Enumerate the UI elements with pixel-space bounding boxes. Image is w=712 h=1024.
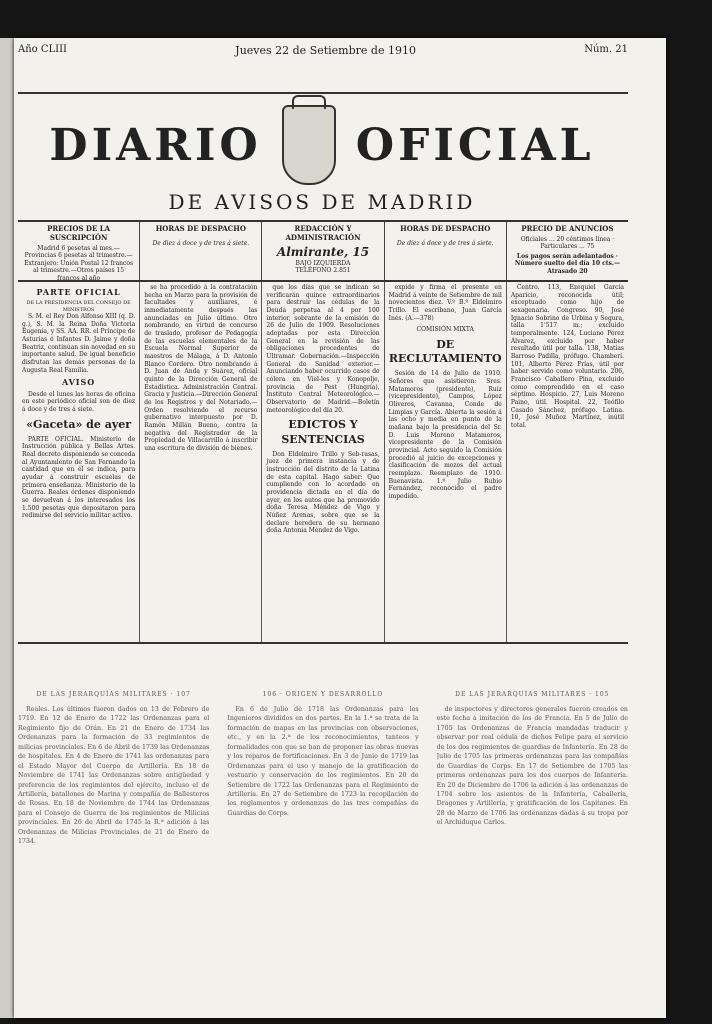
coat-of-arms-icon xyxy=(282,105,336,185)
page-header: DE LAS JERARQUÍAS MILITARES · 105 xyxy=(455,691,610,698)
box-title: PRECIO DE ANUNCIOS xyxy=(521,224,614,233)
column-text: Desde el lunes las horas de oficina en este periódico oficial son de diez á doce y de tres á siete. xyxy=(22,390,136,413)
column-3 xyxy=(262,282,384,642)
book-column-2 xyxy=(227,690,418,1010)
column-text: expide y firma el presente en Madrid á veinte de Setiembre de mil novecientos diez. V.º B.º Eldelmiro Trillo. El escribano, Juan García Inés. (A.—378) xyxy=(388,284,502,322)
column-subheading: DE LA PRESIDENCIA DEL CONSEJO DE MINISTROS xyxy=(26,300,131,313)
box-body: BAJO IZQUIERDA xyxy=(295,259,351,267)
column-text: Don Eldelmiro Trillo y Seb-rasas, juez de primera instancia y de instrucción del distrito de la Latina de esta capital. Hago saber: Que cumpliendo con lo acordado en providencia dictada en el día de ayer, en los autos que ha promovido doña Teresa Méndez de Vigo y Núñez Arenas, sobre que se la declare heredera de su hermano doña Antonia Méndez de Vigo. xyxy=(266,450,380,535)
book-pages xyxy=(18,690,628,1010)
column-4 xyxy=(385,282,507,642)
box-title: PRECIOS DE LA SUSCRIPCIÓN xyxy=(47,224,111,242)
box-note: TELÉFONO 2.851 xyxy=(295,267,351,274)
address-box xyxy=(262,222,384,280)
masthead-subtitle: DE AVISOS DE MADRID xyxy=(168,190,476,214)
book-text: de inspectores y directores generales fueron creados en este fecha á imitación de los de Francia. En 5 de Julio de 1705 las Ordenanzas de Francia mandadas traducir y observar por real cédula de dichos Felipe para el servicio de los dos regimientos de guardias de Infantería. En 28 de Julio de 1705 las primeras ordenanzas para las compañías de Guardias de Corps. En 17 de Setiembre de 1705 las primeras ordenanzas para los dos cuerpos de Infantería. En 20 de Diciembre de 1706 la adición á las ordenanzas de 1704 sobre los asientos de la Infantería, Caballería, Dragones y Artillería, y gratificación de los Capitanes. En 28 de Marzo de 1706 las ordenanzas dadas á su tropa por el Archiduque Carlos. xyxy=(436,706,628,827)
box-title: REDACCIÓN Y ADMINISTRACIÓN xyxy=(285,224,361,242)
column-heading: PARTE OFICIAL xyxy=(36,287,121,297)
column-heading: AVISO xyxy=(61,377,96,388)
book-text: En 6 de Julio de 1718 las Ordenanzas para los Ingenieros divididos en dos partes. En la 1.ª se trata de la formación de mapas en las provincias con observaciones, etc., y en la 2.ª de los reconocimientos, tanteos y formalidades con que se han de proponer las obras nuevas y los reparos de fortificaciones. En 3 de Junio de 1719 las Ordenanzas para el uso y manejo de la gratificación de vestuario y conservación de los regimientos. En 20 de Setiembre de 1722 las Ordenanzas para el Regimiento de Artillería. En 27 de Setiembre de 1723 la recopilación de los reglamentos y ordenanzas de las tres compañías de Guardias de Corps. xyxy=(227,706,419,817)
column-text: Centro. 113, Ezequiel García Aparicio, reconocida útil; exceptuado como hijo de sexagenaria. Congreso. 90, José Ignacio Sobrino de Urbina y Segura, talla 1'517 m.; excluido temporalmente. 124, Luciano Pérez Álvarez, excluido por haber resultado útil por talla. 138, Matías Barroso Padilla, prófugo. Chamberí. 101, Alberto Pérez Frías, útil por haber servido como voluntario. 206, Francisco Caballero Pina, excluido como comprendido en el caso séptimo. Hospicio. 27, Luis Moreno Paino, útil. Hospital. 22, Teófilo Casado Sánchez, prófugo. Latina. 10, José Muñoz Martínez, inútil total. xyxy=(510,284,625,430)
column-1 xyxy=(18,282,140,642)
previous-page-edge xyxy=(0,38,14,1018)
title-left: DIARIO xyxy=(49,119,262,171)
column-5 xyxy=(507,282,628,642)
subscription-box xyxy=(18,222,140,280)
masthead-topline xyxy=(18,44,628,57)
edicts-heading: EDICTOS Y SENTENCIAS xyxy=(281,418,365,446)
column-text: se ha procedido á la contratación hecha en Marzo para la provisión de facultades y auxiliares, é inmediatamente después las anunciadas en Julio último. Otro nombrando, en virtud de concurso de traslado, profesor de Pedagogía de las escuelas elementales de la Escuela Normal Superior de maestros de Málaga, á D. Antonio Blanco Cordero. Otro nombrando á D. Juan de Anda y Suárez, oficial quinto de la Dirección General de Estadística. Administración Central. Gracia y Justicia.—Dirección General de los Registros y del Notariado.—Orden resolviendo el recurso gubernativo interpuesto por D. Ramón Millán Bueno, contra la negativa del Registrador de la Propiedad de Villacarrillo á inscribir una escritura de división de bienes. xyxy=(144,284,258,453)
box-note: Los pagos serán adelantados · Número suelto del día 10 cts.—Atrasado 20 xyxy=(514,252,620,275)
box-body: De diez á doce y de tres á siete. xyxy=(396,239,494,247)
info-boxes xyxy=(18,220,628,282)
box-title: HORAS DE DESPACHO xyxy=(400,224,491,233)
year-label: Año CLIII xyxy=(18,44,68,55)
box-body: Madrid 6 pesetas al mes.—Provincias 6 pesetas al trimestre.—Extranjero: Unión Postal 12 francos al trimestre.—Otros países 15 francos al año xyxy=(24,244,134,280)
ad-prices-box xyxy=(507,222,628,280)
date-label: Jueves 22 de Setiembre de 1910 xyxy=(235,44,416,57)
newspaper-columns xyxy=(18,282,628,642)
book-column-3 xyxy=(437,690,628,1010)
masthead-title xyxy=(20,105,624,185)
top-rule xyxy=(18,92,628,94)
column-text: Sesión de 14 de Julio de 1910. Señores que asistieron: Sres. Matamoros (presidente), Ruiz (vicepresidente), Campos, López Oliveros, Cavanna, Conde de Limpias y García. Abierta la sesión á las ocho y media en punto de la mañana bajo la presidencia del Sr. D. Luis Moreno Matamoros, vicepresidente de la Comisión provincial. Acto seguido la Comisión procedió al juicio de excepciones y clasificación de mozos del actual reemplazo. Reemplazo de 1910. Buenavista. 1.º Julio Rubio Fernández, reconocido el padre impedido. xyxy=(388,370,502,500)
page-header: 106 · ORIGEN Y DESARROLLO xyxy=(262,691,384,698)
page-header: DE LAS JERARQUÍAS MILITARES · 107 xyxy=(36,691,191,698)
column-text: que los días que se indican se verificarán quince extraordinarios para destruir las cédulas de la Deuda perpetua al 4 por 100 interior, sobrante de la emisión de 26 de Julio de 1909. Resoluciones adoptadas por esta Dirección General en la revisión de las obligaciones procedentes de Ultramar. Gobernación.—Inspección General de Sanidad exterior.—Anunciando haber ocurrido casos de cólera en Viel-les y Konopolje, provincia de Pest (Hungría). Instituto Central Meteorológico.—Observatorio de Madrid.—Boletín meteorológico del día 20. xyxy=(266,284,380,414)
recruitment-heading: DE RECLUTAMIENTO xyxy=(388,338,502,366)
box-body: Oficiales ... 20 céntimos línea · Particulares ... 75 xyxy=(520,235,615,251)
column-text: PARTE OFICIAL. Ministerio de Instrucción pública y Bellas Artes. Real decreto disponiendo se conceda al Ayuntamiento de San Fernando la cantidad que en él se indica, para ayudar á construir escuelas de primera enseñanza. Ministerio de la Guerra. Reales órdenes disponiendo se devuelvan á los interesados los 1.500 pesetas que depositaron para redimirse del servicio militar activo. xyxy=(22,435,136,520)
column-subheading: COMISIÓN MIXTA xyxy=(416,326,474,334)
hours-box-left xyxy=(140,222,262,280)
gazette-heading: «Gaceta» de ayer xyxy=(26,417,132,431)
issue-number: Núm. 21 xyxy=(584,44,628,55)
box-address: Almirante, 15 xyxy=(276,244,370,259)
title-right: OFICIAL xyxy=(355,119,595,171)
box-body: De diez á doce y de tres á siete. xyxy=(152,239,250,247)
bottom-rule xyxy=(18,642,628,644)
column-2 xyxy=(140,282,262,642)
box-title: HORAS DE DESPACHO xyxy=(155,224,246,233)
book-column-1 xyxy=(18,690,209,1010)
book-text: Reales. Los últimos fueron dados en 13 de Febrero de 1719. En 12 de Enero de 1722 las Ordenanzas para el Regimiento fijo de Orán. En 21 de Enero de 1734 las Ordenanzas para la formación de 33 regimientos de milicias provinciales. En 6 de Abril de 1739 las Ordenanzas de hospitales. En 4 de Enero de 1741 las ordenanzas para el Estado Mayor del Cuerpo de Artillería. En 18 de Noviembre de 1741 las Ordenanzas sobre antigüedad y preferencia de los regimientos del ejército, incluso el de Artillería, batallones de Marina y compañía de Ballesteros de Rosas. En 18 de Noviembre de 1744 las Ordenanzas para el Consejo de Guerra de los regimientos de Milicias provinciales. En 26 de Abril de 1745 la R.ª adición á las Ordenanzas de Milicias Provinciales de 21 de Enero de 1734. xyxy=(18,706,210,846)
hours-box-right xyxy=(385,222,507,280)
column-text: S. M. el Rey Don Alfonso XIII (q. D. g.), S. M. la Reina Doña Victoria Eugenia, y SS. AA. RR. el Príncipe de Asturias é Infantes D. Jaime y doña Beatriz, continúan sin novedad en su importante salud. De igual beneficio disfrutan las demás personas de la Augusta Real Familia. xyxy=(22,313,136,374)
